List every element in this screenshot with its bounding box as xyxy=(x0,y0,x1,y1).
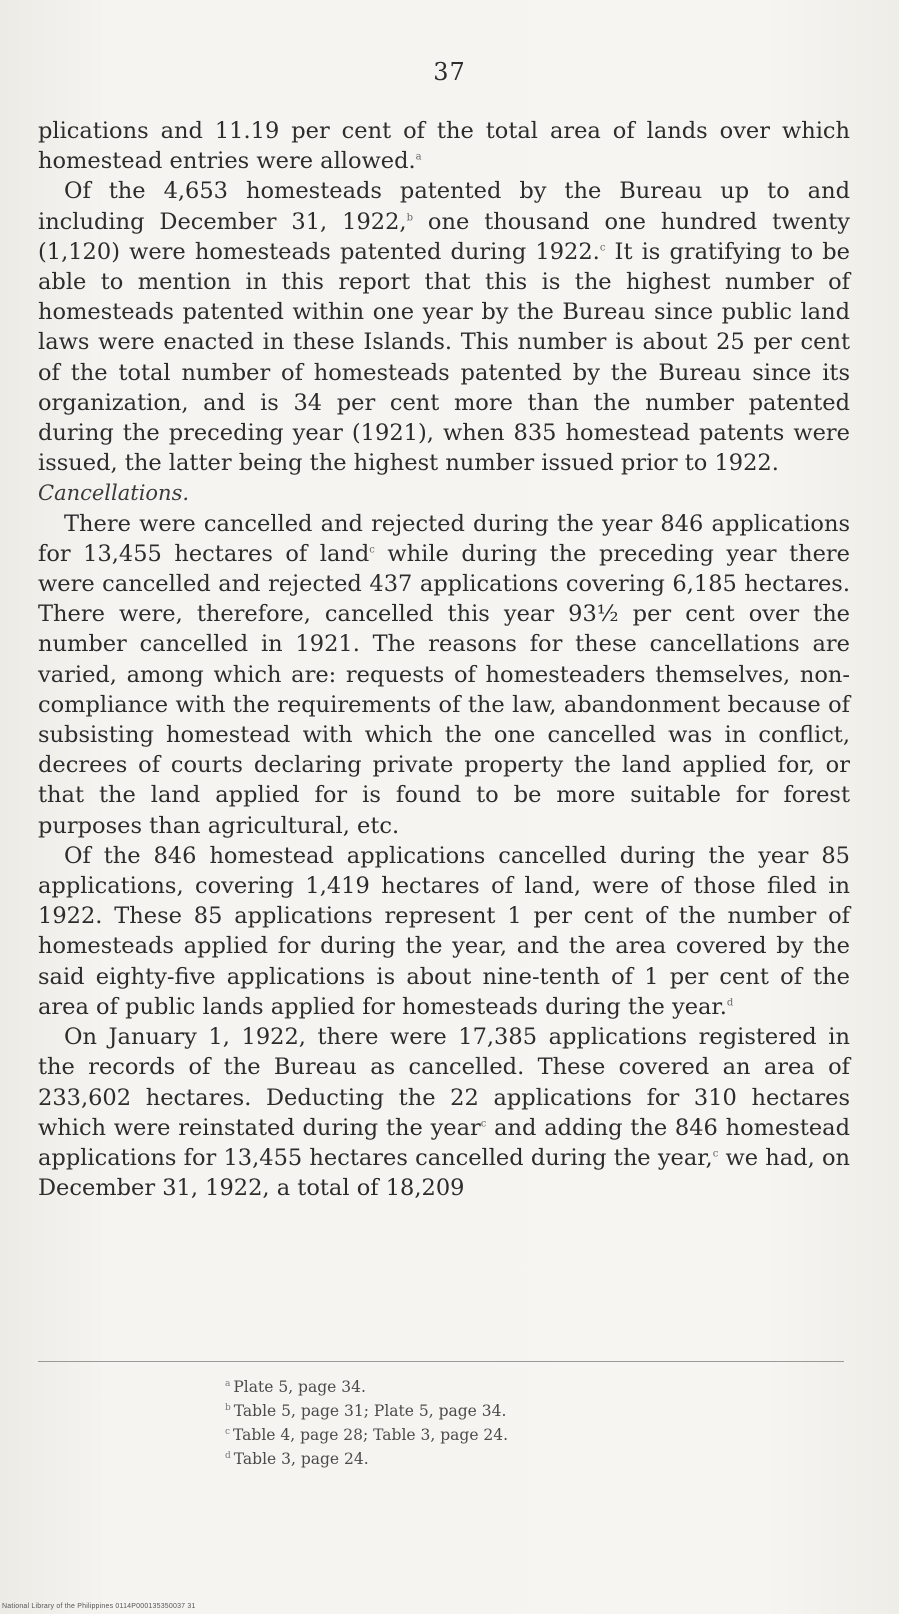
footnote-text: Plate 5, page 34. xyxy=(233,1378,366,1396)
page-number: 37 xyxy=(433,58,466,86)
footnote-mark: d xyxy=(225,1450,231,1461)
footnote-text: Table 4, page 28; Table 3, page 24. xyxy=(233,1426,509,1444)
footnote-reference: d xyxy=(726,997,734,1009)
paragraph-text: On January 1, 1922, there were 17,385 applications registered in the records of the Bureau as cancelled. These covered an area of 233,602 hectares. Deducting the 22 applications for 310 hectares which were reinstated during the year xyxy=(38,1024,850,1141)
paragraph-text: and adding the 846 homestead applications for 13,455 hectares cancelled during the year, xyxy=(38,1114,850,1171)
paragraph-text: Of the 846 homestead applications cancelled during the year 85 applications, covering 1,419 hectares of land, were of those filed in 1922. These 85 applications represent 1 per cent of the number of homesteads applied for during the year, and the area covered by the said eighty-five applications is about nine-tenth of 1 per cent of the area of public lands applied for homesteads during the year. xyxy=(38,842,850,1020)
footnote-reference: c xyxy=(480,1118,487,1130)
footnote-reference: c xyxy=(369,544,375,556)
footnote-mark: a xyxy=(225,1378,231,1389)
footnotes xyxy=(225,1375,725,1471)
footnote xyxy=(225,1447,725,1471)
footnote-reference: c xyxy=(712,1148,719,1160)
section-heading: Cancellations. xyxy=(38,481,190,506)
footnote-reference: a xyxy=(415,151,422,163)
paragraph-homesteads-patented xyxy=(38,176,850,478)
footnote-reference: b xyxy=(406,212,413,224)
paragraph-text: It is gratifying to be able to mention in this report that this is the highest number of homesteads patented within one year by the Bureau since public land laws were enacted in these Islands. This number is about 25 per cent of the total number of homesteads patented by the Bureau since its organization, and is 34 per cent more than the number patented during the preceding year (1921), when 835 homestead patents were issued, the latter being the highest number issued prior to 1922. xyxy=(38,238,850,477)
paragraph-text: one thousand one hundred twenty (1,120) were homesteads patented during 1922. xyxy=(38,208,850,265)
paragraph-text: plications and 11.19 per cent of the total area of lands over which homestead entries were allowed. xyxy=(38,118,850,175)
scan-credit: National Library of the Philippines 0114P000135350037 31 xyxy=(2,1603,196,1610)
footnote-reference: c xyxy=(599,242,606,254)
footnote-text: Table 5, page 31; Plate 5, page 34. xyxy=(233,1402,507,1420)
footnote-mark: b xyxy=(225,1402,231,1413)
body-text xyxy=(38,116,850,1203)
footnote xyxy=(225,1399,725,1423)
paragraph-registered-cancelled xyxy=(38,1022,850,1203)
paragraph-text: There were cancelled and rejected during the year 846 applications for 13,455 hectares of land xyxy=(38,510,850,567)
paragraph-applications-1922 xyxy=(38,841,850,1022)
footnote xyxy=(225,1375,725,1399)
footnote-mark: c xyxy=(225,1426,231,1437)
paragraph-continuation xyxy=(38,116,850,176)
paragraph-text: Of the 4,653 homesteads patented by the Bureau up to and including December 31, 1922, xyxy=(38,178,850,235)
paragraph-text: while during the preceding year there were cancelled and rejected 437 applications covering 6,185 hectares. There were, therefore, cancelled this year 93½ per cent over the number cancelled in 1921. The reasons for these cancellations are varied, among which are: requests of homesteaders themselves, non-compliance with the requirements of the law, abandonment because of subsisting homestead with which the one cancelled was in conflict, decrees of courts declaring private property the land applied for, or that the land applied for is found to be more suitable for forest purposes than agricultural, etc. xyxy=(38,540,850,839)
footnote-divider xyxy=(38,1361,844,1362)
paragraph-cancellations xyxy=(38,509,850,841)
paragraph-text: we had, on December 31, 1922, a total of 18,209 xyxy=(38,1144,850,1202)
footnote xyxy=(225,1423,725,1447)
footnote-text: Table 3, page 24. xyxy=(233,1450,369,1468)
